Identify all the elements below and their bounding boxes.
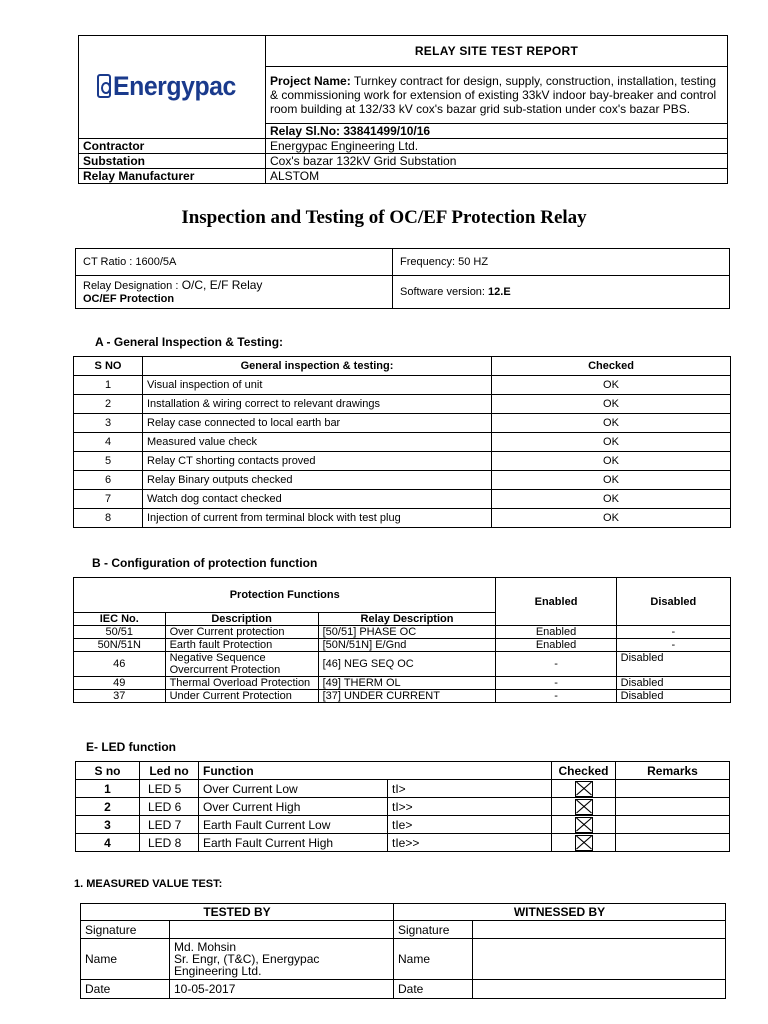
table-row [76,816,730,834]
signature-table [80,903,726,999]
report-title: RELAY SITE TEST REPORT [266,36,728,67]
led-number: LED 6 [140,798,199,816]
led-code: tIe>> [388,834,552,852]
enabled-header: Enabled [496,578,616,626]
led-function-table [75,761,730,852]
table-row [74,639,731,652]
row-number: 2 [76,798,140,816]
row-number: 3 [74,414,143,433]
project-name: Project Name: Turnkey contract for design, supply, construction, installation, testing & commissioning work for extension of existing 33kV indoor bay-breaker and control room building at 132/33 kV cox's bazar grid sub-station under cox's bazar PBS. [266,67,728,124]
row-number: 7 [74,490,143,509]
remarks-field [616,816,730,834]
disabled-header: Disabled [616,578,730,626]
general-inspection-table [73,356,731,528]
disabled-status: Disabled [616,690,730,703]
inspection-item: Watch dog contact checked [143,490,492,509]
table-row [76,780,730,798]
disabled-status: Disabled [616,677,730,690]
witnessed-by-header: WITNESSED BY [394,904,726,921]
protection-config-table [73,577,731,703]
col-header: Checked [552,762,616,780]
led-code: tI> [388,780,552,798]
row-number: 2 [74,395,143,414]
row-number: 3 [76,816,140,834]
function-description: Negative Sequence Overcurrent Protection [165,652,318,677]
relay-designation: Relay Designation : O/C, E/F Relay OC/EF Protection [76,276,393,309]
disabled-status: - [616,639,730,652]
relay-info-table [75,248,730,309]
checked-x-icon [575,781,593,797]
checked-status: OK [492,433,731,452]
manufacturer-label: Relay Manufacturer [79,169,266,184]
col-header: S no [76,762,140,780]
ct-ratio: CT Ratio : 1600/5A [76,249,393,276]
relay-description: [50N/51N] E/Gnd [318,639,496,652]
enabled-status: Enabled [496,626,616,639]
frequency: Frequency: 50 HZ [393,249,730,276]
checked-status: OK [492,490,731,509]
table-row [74,414,731,433]
remarks-field [616,780,730,798]
row-number: 5 [74,452,143,471]
substation-label: Substation [79,154,266,169]
led-code: tIe> [388,816,552,834]
tested-signature-field [170,921,394,939]
checked-x-icon [575,835,593,851]
tested-name-value: Md. Mohsin Sr. Engr, (T&C), Energypac Engineering Ltd. [170,939,394,980]
section-e-title: E- LED function [86,740,176,754]
signature-label: Signature [394,921,473,939]
table-row [74,452,731,471]
date-label: Date [81,980,170,999]
iec-number: 50N/51N [74,639,166,652]
enabled-status: - [496,690,616,703]
checked-status: OK [492,395,731,414]
signature-label: Signature [81,921,170,939]
section-a-title: A - General Inspection & Testing: [95,335,284,349]
tested-date-value: 10-05-2017 [170,980,394,999]
disabled-status: Disabled [616,652,730,677]
col-header: IEC No. [74,613,166,626]
function-description: Over Current protection [165,626,318,639]
checked-status: OK [492,471,731,490]
col-header: Relay Description [318,613,496,626]
inspection-item: Installation & wiring correct to relevant drawings [143,395,492,414]
section-b-title: B - Configuration of protection function [92,556,318,570]
witnessed-signature-field [473,921,726,939]
software-version: Software version: 12.E [393,276,730,309]
table-row [76,834,730,852]
table-row [74,677,731,690]
company-logo: Energypac [79,36,266,139]
relay-description: [37] UNDER CURRENT [318,690,496,703]
checked-status: OK [492,509,731,528]
function-description: Under Current Protection [165,690,318,703]
function-description: Thermal Overload Protection [165,677,318,690]
led-number: LED 5 [140,780,199,798]
name-label: Name [394,939,473,980]
led-function: Earth Fault Current High [199,834,388,852]
col-header: General inspection & testing: [143,357,492,376]
row-number: 1 [74,376,143,395]
enabled-status: Enabled [496,639,616,652]
checked-box [552,816,616,834]
checked-status: OK [492,452,731,471]
table-row [74,652,731,677]
name-label: Name [81,939,170,980]
date-label: Date [394,980,473,999]
disabled-status: - [616,626,730,639]
col-header: S NO [74,357,143,376]
section-1-title: 1. MEASURED VALUE TEST: [74,878,223,890]
col-header: Function [199,762,552,780]
row-number: 4 [76,834,140,852]
row-number: 4 [74,433,143,452]
iec-number: 49 [74,677,166,690]
checked-status: OK [492,376,731,395]
witnessed-date-field [473,980,726,999]
report-header [78,35,728,184]
led-function: Over Current High [199,798,388,816]
enabled-status: - [496,677,616,690]
led-number: LED 7 [140,816,199,834]
table-row [74,690,731,703]
table-row [74,471,731,490]
function-description: Earth fault Protection [165,639,318,652]
col-header: Checked [492,357,731,376]
contractor-value: Energypac Engineering Ltd. [266,139,728,154]
table-row [74,376,731,395]
led-number: LED 8 [140,834,199,852]
relay-serial: Relay Sl.No: 33841499/10/16 [266,124,728,139]
inspection-item: Injection of current from terminal block with test plug [143,509,492,528]
col-header: Remarks [616,762,730,780]
table-row [74,490,731,509]
checked-box [552,798,616,816]
checked-box [552,834,616,852]
led-code: tI>> [388,798,552,816]
row-number: 8 [74,509,143,528]
iec-number: 50/51 [74,626,166,639]
led-function: Over Current Low [199,780,388,798]
main-title: Inspection and Testing of OC/EF Protection Relay [181,207,587,228]
checked-x-icon [575,817,593,833]
remarks-field [616,798,730,816]
col-header: Description [165,613,318,626]
contractor-label: Contractor [79,139,266,154]
inspection-item: Relay Binary outputs checked [143,471,492,490]
row-number: 1 [76,780,140,798]
protection-functions-header: Protection Functions [74,578,496,613]
tested-by-header: TESTED BY [81,904,394,921]
table-row [74,509,731,528]
checked-box [552,780,616,798]
table-row [74,433,731,452]
remarks-field [616,834,730,852]
inspection-item: Relay case connected to local earth bar [143,414,492,433]
checked-status: OK [492,414,731,433]
substation-value: Cox's bazar 132kV Grid Substation [266,154,728,169]
row-number: 6 [74,471,143,490]
inspection-item: Relay CT shorting contacts proved [143,452,492,471]
checked-x-icon [575,799,593,815]
table-row [74,626,731,639]
energypac-mark-icon [97,74,111,98]
manufacturer-value: ALSTOM [266,169,728,184]
iec-number: 37 [74,690,166,703]
led-function: Earth Fault Current Low [199,816,388,834]
relay-description: [49] THERM OL [318,677,496,690]
inspection-item: Visual inspection of unit [143,376,492,395]
inspection-item: Measured value check [143,433,492,452]
enabled-status: - [496,652,616,677]
col-header: Led no [140,762,199,780]
table-row [76,798,730,816]
witnessed-name-field [473,939,726,980]
iec-number: 46 [74,652,166,677]
table-row [74,395,731,414]
relay-description: [50/51] PHASE OC [318,626,496,639]
relay-description: [46] NEG SEQ OC [318,652,496,677]
